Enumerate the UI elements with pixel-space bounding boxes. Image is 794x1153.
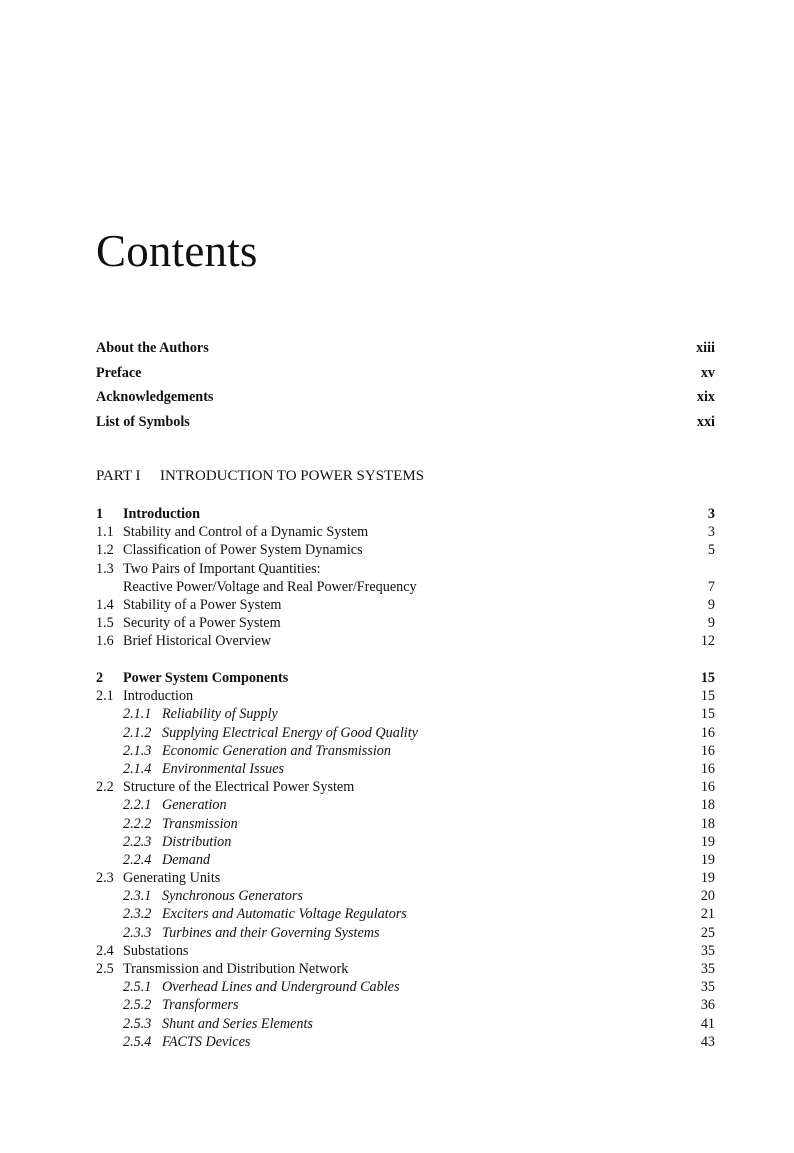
toc-entry-number: 2.2.2 [123, 815, 152, 832]
toc-entry-title: Reactive Power/Voltage and Real Power/Frequency [123, 578, 417, 595]
toc-section-1-2[interactable] [96, 541, 715, 559]
toc-entry-number: 2.2.3 [123, 833, 152, 850]
toc-entry-number: 2.2.1 [123, 797, 152, 814]
toc-entry-title: Reliability of Supply [162, 706, 278, 723]
toc-entry-page: 35 [700, 942, 715, 959]
toc-entry-title: Acknowledgements [96, 389, 214, 406]
toc-entry-number: 2.1.1 [123, 706, 152, 723]
toc-entry-page: 35 [700, 979, 715, 996]
toc-entry-number: 2.5 [96, 961, 114, 977]
toc-entry-title: List of Symbols [96, 414, 190, 431]
toc-entry-title: Overhead Lines and Underground Cables [162, 979, 400, 996]
toc-entry-page: 41 [700, 1015, 715, 1032]
toc-entry-page: 18 [700, 815, 715, 832]
toc-entry-title: Exciters and Automatic Voltage Regulators [162, 906, 407, 923]
front-matter-list [96, 336, 715, 435]
toc-entry-page: 16 [700, 779, 715, 796]
toc-subsection-2-3-2[interactable] [96, 905, 715, 923]
toc-entry-title: Distribution [162, 833, 232, 850]
toc-entry-title: Preface [96, 364, 142, 381]
toc-entry-page: 16 [700, 742, 715, 759]
toc-subsection-2-5-1[interactable] [96, 978, 715, 996]
toc-section-2-1[interactable] [96, 687, 715, 705]
toc-entry-title: Environmental Issues [162, 760, 285, 777]
toc-subsection-2-2-4[interactable] [96, 851, 715, 869]
toc-entry-page: xix [696, 389, 715, 406]
toc-entry-title: FACTS Devices [162, 1033, 251, 1050]
toc-entry-preface[interactable] [96, 361, 715, 386]
toc-entry-page: xv [700, 364, 715, 381]
toc-entry-page: 19 [700, 870, 715, 887]
toc-section-1-3[interactable] [96, 560, 715, 578]
toc-subsection-2-5-2[interactable] [96, 996, 715, 1014]
toc-entry-page: 15 [700, 706, 715, 723]
toc-entry-number: 2.5.3 [123, 1015, 152, 1032]
toc-section-2-3[interactable] [96, 869, 715, 887]
toc-entry-title: Stability of a Power System [123, 596, 282, 613]
toc-entry-page: 20 [700, 888, 715, 905]
toc-entry-page: 19 [700, 851, 715, 868]
toc-entry-number: 1.1 [96, 524, 114, 541]
toc-entry-number: 2 [96, 670, 104, 686]
toc-entry-number: 2.1 [96, 688, 114, 705]
toc-entry-title: Substations [123, 942, 189, 959]
toc-entry-number: 1.4 [96, 596, 114, 613]
part-heading [96, 466, 424, 486]
toc-entry-title: Brief Historical Overview [123, 633, 272, 650]
toc-entry-title: Supplying Electrical Energy of Good Quality [162, 724, 418, 741]
toc-subsection-2-1-4[interactable] [96, 760, 715, 778]
toc-entry-number: 2.5.4 [123, 1033, 152, 1050]
toc-entry-title: Generation [162, 797, 227, 814]
toc-section-1-6[interactable] [96, 632, 715, 650]
toc-entry-number: 1.6 [96, 633, 114, 650]
toc-entry-page: 5 [707, 542, 715, 559]
toc-subsection-2-5-4[interactable] [96, 1033, 715, 1051]
part-label: PART I [96, 468, 141, 484]
toc-entry-title: Security of a Power System [123, 615, 281, 632]
toc-entry-number: 2.1.3 [123, 742, 152, 759]
toc-entry-title: Classification of Power System Dynamics [123, 542, 363, 559]
toc-entry-number: 2.3.1 [123, 888, 152, 905]
toc-entry-page: 21 [700, 906, 715, 923]
toc-entry-page: 18 [700, 797, 715, 814]
toc-entry-number: 2.3.2 [123, 906, 152, 923]
toc-entry-page: 25 [700, 924, 715, 941]
toc-entry-title: Demand [162, 851, 211, 868]
toc-entry-title: Economic Generation and Transmission [162, 742, 391, 759]
toc-entry-number: 1 [96, 506, 104, 522]
toc-entry-page: 19 [700, 833, 715, 850]
chapter-1-list [96, 505, 715, 651]
toc-subsection-2-2-1[interactable] [96, 796, 715, 814]
toc-entry-page: xiii [696, 340, 715, 356]
toc-section-2-5[interactable] [96, 960, 715, 978]
toc-section-2-4[interactable] [96, 942, 715, 960]
toc-entry-page: 15 [700, 688, 715, 705]
toc-entry-title: Turbines and their Governing Systems [162, 924, 380, 941]
toc-entry-number: 1.2 [96, 542, 114, 559]
chapter-2-list [96, 669, 715, 1051]
toc-entry-title: Introduction [123, 688, 194, 705]
toc-subsection-2-5-3[interactable] [96, 1015, 715, 1033]
toc-entry-number: 2.5.2 [123, 997, 152, 1014]
toc-entry-number: 2.4 [96, 942, 114, 959]
toc-section-1-4[interactable] [96, 596, 715, 614]
toc-entry-page: 15 [700, 670, 715, 686]
toc-entry-number: 2.3.3 [123, 924, 152, 941]
toc-entry-number: 2.2 [96, 779, 114, 796]
toc-entry-page: 43 [700, 1033, 715, 1050]
toc-entry-page: 16 [700, 760, 715, 777]
toc-entry-title: About the Authors [96, 340, 209, 356]
toc-section-1-1[interactable] [96, 523, 715, 541]
toc-entry-title: Power System Components [123, 670, 289, 686]
toc-entry-number: 2.1.2 [123, 724, 152, 741]
toc-entry-page: 7 [707, 578, 715, 595]
toc-entry-title: Generating Units [123, 870, 221, 887]
toc-section-2-2[interactable] [96, 778, 715, 796]
toc-entry-page: 9 [707, 596, 715, 613]
toc-entry-page: xxi [696, 414, 715, 431]
toc-entry-title: Structure of the Electrical Power System [123, 779, 355, 796]
toc-entry-list-of-symbols[interactable] [96, 410, 715, 435]
toc-entry-acknowledgements[interactable] [96, 385, 715, 410]
toc-section-1-3-continued[interactable] [96, 578, 715, 596]
toc-subsection-2-1-3[interactable] [96, 742, 715, 760]
toc-entry-title: Synchronous Generators [162, 888, 303, 905]
toc-entry-about-the-authors[interactable] [96, 336, 715, 361]
toc-entry-page: 35 [700, 961, 715, 977]
toc-section-1-5[interactable] [96, 614, 715, 632]
toc-entry-title: Shunt and Series Elements [162, 1015, 313, 1032]
toc-entry-page: 3 [707, 506, 715, 522]
toc-entry-page: 36 [700, 997, 715, 1014]
toc-entry-title: Transmission [162, 815, 238, 832]
toc-chapter-1[interactable] [96, 505, 715, 523]
part-title: INTRODUCTION TO POWER SYSTEMS [160, 468, 425, 484]
toc-entry-title: Stability and Control of a Dynamic System [123, 524, 369, 541]
toc-subsection-2-2-3[interactable] [96, 833, 715, 851]
toc-entry-page: 9 [707, 615, 715, 632]
toc-subsection-2-3-1[interactable] [96, 887, 715, 905]
toc-entry-page: 16 [700, 724, 715, 741]
toc-subsection-2-3-3[interactable] [96, 924, 715, 942]
toc-entry-number: 2.1.4 [123, 760, 152, 777]
toc-entry-number: 2.3 [96, 870, 114, 887]
toc-entry-title: Transformers [162, 997, 239, 1014]
toc-entry-page: 12 [700, 633, 715, 650]
toc-entry-page: 3 [707, 524, 715, 541]
toc-entry-number: 1.5 [96, 615, 114, 632]
toc-chapter-2[interactable] [96, 669, 715, 687]
toc-entry-number: 2.2.4 [123, 851, 152, 868]
toc-entry-number: 1.3 [96, 560, 114, 577]
page-title: Contents [96, 226, 258, 276]
toc-entry-title: Two Pairs of Important Quantities: [123, 560, 321, 577]
toc-entry-number: 2.5.1 [123, 979, 152, 996]
toc-subsection-2-1-2[interactable] [96, 724, 715, 742]
toc-entry-title: Transmission and Distribution Network [123, 961, 349, 977]
toc-entry-title: Introduction [123, 506, 200, 522]
toc-subsection-2-1-1[interactable] [96, 705, 715, 723]
toc-subsection-2-2-2[interactable] [96, 815, 715, 833]
